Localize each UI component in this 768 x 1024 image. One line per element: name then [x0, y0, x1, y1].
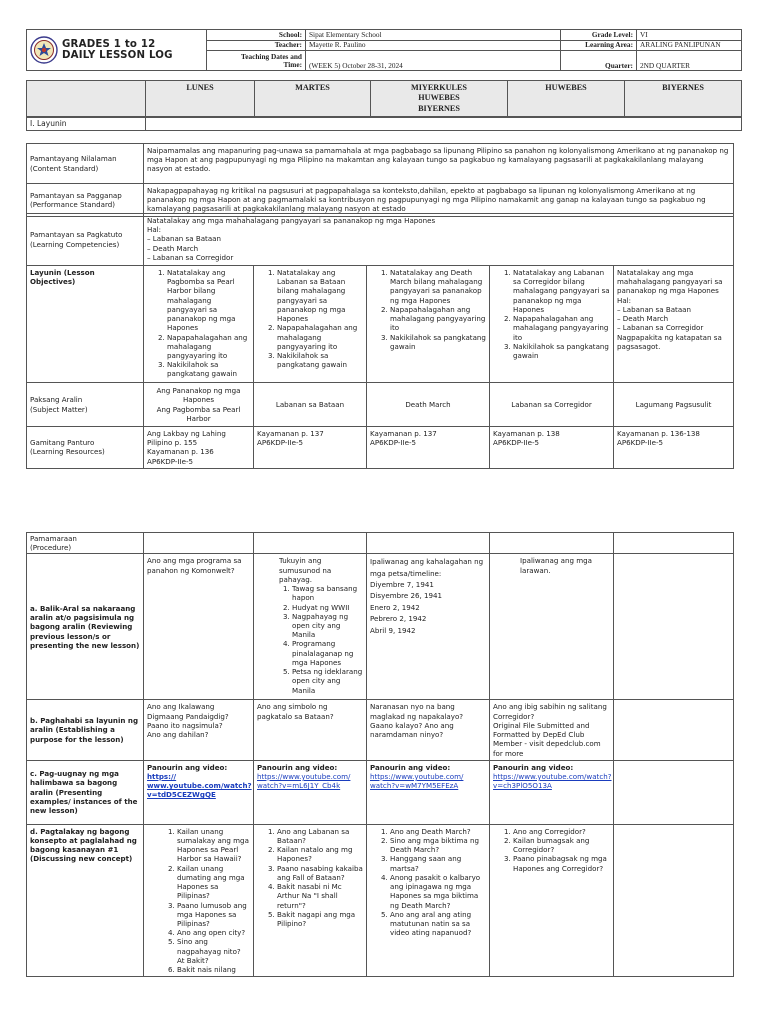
video-heading: Panourin ang video: [257, 762, 338, 772]
proc-a-huwebes: Ipaliwanag ang mga larawan. [490, 554, 614, 700]
objective-item: 2. Napapahalagahan ang mahalagang pangyayaring ito [513, 314, 610, 342]
subject-biyernes: Lagumang Pagsusulit [614, 383, 734, 427]
discussion-question: 1. Ano ang Death March? [390, 827, 486, 836]
objective-item: 1. Natatalakay ang Death March bilang mahalagang pangyayari sa pananakop ng mga Hapones [390, 268, 486, 305]
resources-biyernes: Kayamanan p. 136-138 AP6KDP-IIe-5 [614, 427, 734, 469]
discussion-question: 3. Paano lumusob ang mga Hapones sa Pilipinas? [177, 901, 250, 929]
area-value: ARALING PANLIPUNAN [637, 40, 742, 51]
discussion-question: 1. Ano ang Labanan sa Bataan? [277, 827, 363, 845]
deped-seal-icon [30, 36, 58, 64]
objectives-biyernes [614, 266, 734, 383]
procedure-blank [254, 533, 367, 554]
proc-d-label: d. Pagtalakay ng bagong konsepto at paglalahad ng bagong kasanayan #1 (Discussing new concept) [27, 824, 144, 977]
discussion-question: 3. Hanggang saan ang martsa? [390, 854, 486, 872]
discussion-question: 4. Ano ang open city? [177, 928, 250, 937]
proc-d-lunes [144, 824, 254, 977]
subject-matter-label: Paksang Aralin (Subject Matter) [27, 383, 144, 427]
layunin-row [26, 116, 742, 131]
objective-line: Hal: [617, 295, 632, 305]
objective-item: 1. Natatalakay ang Labanan sa Corregidor bilang mahalagang pangyayari sa pananakop ng mga Hapones [513, 268, 610, 314]
layunin-blank [146, 117, 742, 131]
competency-line: – Labanan sa Bataan [147, 234, 222, 244]
proc-c-label: c. Pag-uugnay ng mga halimbawa sa bagong aralin (Presenting examples/ instances of the new lesson) [27, 760, 144, 824]
objectives-label: Layunin (Lesson Objectives) [27, 266, 144, 383]
logo-cell [27, 30, 207, 71]
review-item: 5. Petsa ng ideklarang open city ang Manila [292, 667, 363, 695]
dates-label-2: Time: [283, 59, 302, 69]
standards-table [26, 143, 734, 217]
video-heading: Panourin ang video: [493, 762, 574, 772]
header-table [26, 29, 742, 71]
discussion-question: 2. Kailan bumagsak ang Corregidor? [513, 836, 610, 854]
proc-b-label: b. Paghahabi sa layunin ng aralin (Establishing a purpose for the lesson) [27, 700, 144, 760]
day-biyernes: BIYERNES [625, 81, 742, 118]
timeline-line: Enero 2, 1942 [370, 602, 420, 612]
proc-a-label: a. Balik-Aral sa nakaraang aralin at/o pagsisimula ng bagong aralin (Reviewing previous lesson/s or presenting the new lesson) [27, 554, 144, 700]
resources-huwebes: Kayamanan p. 138 AP6KDP-IIe-5 [490, 427, 614, 469]
proc-c-huwebes [490, 760, 614, 824]
day-martes: MARTES [255, 81, 371, 118]
dates-label-1: Teaching Dates and [241, 51, 302, 61]
proc-d-biyernes [614, 824, 734, 977]
dates-label [207, 51, 306, 71]
resources-miyerkules: Kayamanan p. 137 AP6KDP-IIe-5 [367, 427, 490, 469]
subject-miyerkules: Death March [367, 383, 490, 427]
timeline-line: Disyembre 26, 1941 [370, 591, 443, 601]
quarter-label: Quarter: [561, 51, 637, 71]
competencies-label: Pamantayan sa Pagkatuto (Learning Competencies) [27, 214, 144, 266]
objective-line: – Labanan sa Bataan [617, 304, 692, 314]
procedure-blank [144, 533, 254, 554]
proc-a-miyerkules [367, 554, 490, 700]
review-item: 1. Tawag sa bansang hapon [292, 584, 363, 602]
proc-c-miyerkules [367, 760, 490, 824]
lesson-grid-table [26, 213, 734, 469]
resources-martes: Kayamanan p. 137 AP6KDP-IIe-5 [254, 427, 367, 469]
proc-d-huwebes [490, 824, 614, 977]
discussion-question: 4. Bakit nasabi ni Mc Arthur Na "I shall return"? [277, 882, 363, 910]
title-line2: DAILY LESSON LOG [62, 50, 173, 61]
discussion-question: 4. Anong pasakit o kalbaryo ang ipinagawa ng mga Hapones sa mga biktima ng Death March? [390, 873, 486, 910]
discussion-question: 1. Kailan unang sumalakay ang mga Hapones sa Pearl Harbor sa Hawaii? [177, 827, 250, 864]
proc-a-martes [254, 554, 367, 700]
discussion-question: 2. Kailan unang dumating ang mga Hapones sa Pilipinas? [177, 864, 250, 901]
competency-line: – Death March [147, 243, 199, 253]
teacher-value: Mayette R. Paulino [306, 40, 561, 51]
procedure-blank [490, 533, 614, 554]
review-item: 2. Hudyat ng WWII [292, 603, 363, 612]
video-link-martes[interactable]: https://www.youtube.com/ watch?v=mL6J1Y_Cb4k [257, 771, 351, 791]
discussion-question: 3. Paano nasabing kakaiba ang Fall of Bataan? [277, 864, 363, 882]
timeline-line: Abril 9, 1942 [370, 625, 416, 635]
proc-d-martes [254, 824, 367, 977]
day-lunes: LUNES [146, 81, 255, 118]
grade-value: VI [637, 30, 742, 41]
objective-item: 1. Natatalakay ang Pagbomba sa Pearl Harbor bilang mahalagang pangyayari sa pananakop ng mga Hapones [167, 268, 250, 333]
review-item: 4. Programang pinalalaganap ng mga Hapones [292, 639, 363, 667]
discussion-question: 6. Bakit nais nilang [177, 965, 250, 974]
video-link-lunes[interactable]: https:// www.youtube.com/watch? v=tdD5CEZWgQE [147, 771, 252, 800]
performance-standard-label: Pamantayan sa Pagganap (Performance Standard) [27, 184, 144, 217]
objective-item: 2. Napapahalagahan ang mahalagang pangyayaring ito [277, 323, 363, 351]
quarter-value: 2ND QUARTER [637, 51, 742, 71]
proc-c-biyernes [614, 760, 734, 824]
objective-item: 3. Nakikilahok sa pangkatang gawain [167, 360, 250, 378]
procedure-label: Pamamaraan (Procedure) [27, 533, 144, 554]
discussion-question: 3. Paano pinabagsak ng mga Hapones ang Corregidor? [513, 854, 610, 872]
video-heading: Panourin ang video: [147, 762, 228, 772]
proc-b-miyerkules: Naranasan nyo na bang maglakad ng napakalayo? Gaano kalayo? Ano ang naramdaman ninyo? [367, 700, 490, 760]
discussion-question: 5. Bakit nagapi ang mga Pilipino? [277, 910, 363, 928]
area-label: Learning Area: [561, 40, 637, 51]
procedure-blank [614, 533, 734, 554]
objectives-huwebes [490, 266, 614, 383]
procedure-blank [367, 533, 490, 554]
procedure-table [26, 532, 734, 977]
video-heading: Panourin ang video: [370, 762, 451, 772]
video-link-huwebes[interactable]: https://www.youtube.com/watch? v=ch3PlO5O13A [493, 771, 612, 791]
title-line1: GRADES 1 to 12 [62, 38, 156, 50]
subject-huwebes: Labanan sa Corregidor [490, 383, 614, 427]
objective-item: 1. Natatalakay ang Labanan sa Bataan bilang mahalagang pangyayari sa pananakop ng mga Hapones [277, 268, 363, 323]
objectives-martes [254, 266, 367, 383]
school-label: School: [207, 30, 306, 41]
layunin-heading: I. Layunin [27, 117, 146, 131]
competencies-text [144, 214, 734, 266]
proc-c-lunes [144, 760, 254, 824]
video-link-miyerkules[interactable]: https://www.youtube.com/ watch?v=wM7YM5EFEzA [370, 771, 464, 791]
review-item: 3. Nagpahayag ng open city ang Manila [292, 612, 363, 640]
discussion-question: 5. Sino ang nagpahayag nito? At Bakit? [177, 937, 250, 965]
content-standard-text: Naipamamalas ang mapanuring pag-unawa sa pamamahala at mga pagbabago sa lipunang Pilipino sa panahon ng kolonyalismong Amerikano at ng pananakop ng mga Hapon at ang pagpupunyagi ng mga Pilipino na makamtan ang kalayaan tungo sa pagkabuo ng kamalayang pagsasarili at pagkakakilanlang malayang nasyon at estado. [144, 144, 734, 184]
proc-a-lunes: Ano ang mga programa sa panahon ng Komonwelt? [144, 554, 254, 700]
proc-b-huwebes: Ano ang ibig sabihin ng salitang Corregidor? Original File Submitted and Formatted by DepEd Club Member - visit depedclub.com for more [490, 700, 614, 760]
grade-label: Grade Level: [561, 30, 637, 41]
proc-b-martes: Ano ang simbolo ng pagkatalo sa Bataan? [254, 700, 367, 760]
objective-item: 3. Nakikilahok sa pangkatang gawain [277, 351, 363, 369]
objective-line: – Death March [617, 314, 669, 324]
objective-item: 2. Napapahalagahan ang mahalagang pangyayaring ito [167, 333, 250, 361]
discussion-question: 1. Ano ang Corregidor? [513, 827, 610, 836]
discussion-question: 2. Kailan natalo ang mg Hapones? [277, 845, 363, 863]
day-huwebes: HUWEBES [508, 81, 625, 118]
subject-martes: Labanan sa Bataan [254, 383, 367, 427]
day-miyerkules: MIYERKULES HUWEBES BIYERNES [371, 81, 508, 118]
days-header-table [26, 80, 742, 118]
timeline-line: Pebrero 2, 1942 [370, 614, 427, 624]
proc-d-miyerkules [367, 824, 490, 977]
resources-lunes: Ang Lakbay ng Lahing Pilipino p. 155 Kayamanan p. 136 AP6KDP-IIe-5 [144, 427, 254, 469]
timeline-line: Ipaliwanag ang kahalagahan ng mga petsa/timeline: [370, 557, 484, 578]
proc-a-martes-intro: Tukuyin ang sumusunod na pahayag. [279, 556, 332, 584]
competency-line: Natatalakay ang mga mahahalagang pangyayari sa pananakop ng mga Hapones [147, 216, 436, 225]
resources-label: Gamitang Panturo (Learning Resources) [27, 427, 144, 469]
objective-line: Nagpapakita ng katapatan sa pagsasagot. [617, 332, 722, 351]
days-blank-cell [27, 81, 146, 118]
discussion-question: 2. Sino ang mga biktima ng Death March? [390, 836, 486, 854]
competency-line: – Labanan sa Corregidor [147, 252, 234, 262]
proc-c-martes [254, 760, 367, 824]
objective-item: 3. Nakikilahok sa pangkatang gawain [513, 342, 610, 360]
proc-b-lunes: Ano ang Ikalawang Digmaang Pandaigdig? Paano ito nagsimula? Ano ang dahilan? [144, 700, 254, 760]
dates-value: (WEEK 5) October 28-31, 2024 [306, 51, 561, 71]
timeline-line: Diyembre 7, 1941 [370, 580, 434, 590]
proc-a-biyernes [614, 554, 734, 700]
performance-standard-text: Nakapagpapahayag ng kritikal na pagsusuri at pagpapahalaga sa konteksto,dahilan, epekto at pagbabago sa lipunan ng kolonyalismong Amerikano at ng pananakop ng mga Hapon at ang pagmamalaki sa kontribusyon ng pagpupunyagi ng mga Pilipino namakamit ang ganap na kalayaan tungo sa pagkabuo ng kamalayang pagsasarili at pagkakakilanlang malayang nasyon at estado [144, 184, 734, 217]
discussion-question: 5. Ano ang aral ang ating matutunan natin sa sa video ating napanuod? [390, 910, 486, 938]
objective-line: – Labanan sa Corregidor [617, 323, 704, 333]
school-value: Sipat Elementary School [306, 30, 561, 41]
objectives-miyerkules [367, 266, 490, 383]
objective-item: 3. Nakikilahok sa pangkatang gawain [390, 333, 486, 351]
objective-item: 2. Napapahalagahan ang mahalagang pangyayaring ito [390, 305, 486, 333]
proc-b-biyernes [614, 700, 734, 760]
objective-line: Natatalakay ang mga mahahalagang pangyayari sa pananakop ng mga Hapones [617, 268, 723, 296]
teacher-label: Teacher: [207, 40, 306, 51]
content-standard-label: Pamantayang Nilalaman (Content Standard) [27, 144, 144, 184]
subject-lunes: Ang Pananakop ng mga Hapones Ang Pagbomba sa Pearl Harbor [144, 383, 254, 427]
objectives-lunes [144, 266, 254, 383]
competency-line: Hal: [147, 225, 162, 235]
